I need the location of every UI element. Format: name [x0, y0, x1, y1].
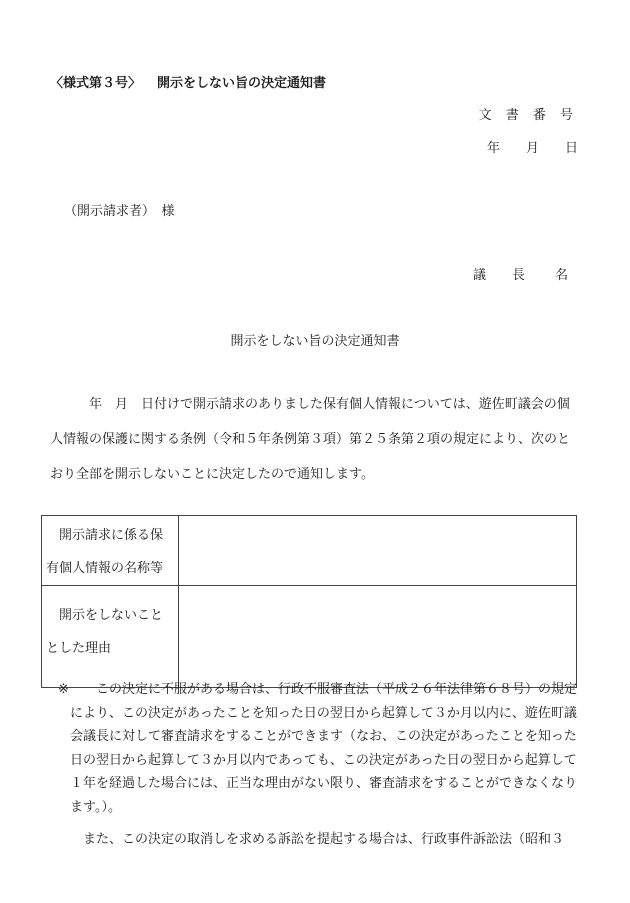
notice-body	[50, 387, 580, 492]
info-name-value	[179, 516, 577, 586]
reason-value	[179, 586, 577, 688]
table-row	[42, 516, 577, 586]
info-name-label: 開示請求に係る保 有個人情報の名称等	[42, 516, 179, 586]
form-name: 開示をしない旨の決定通知書	[157, 76, 327, 91]
date-day: 日	[564, 141, 578, 156]
date-year: 年	[486, 141, 500, 156]
chair-part1: 議	[472, 268, 486, 283]
chair-part2: 長	[511, 268, 525, 283]
notice-body-text: 年 月 日付けで開示請求のありました保有個人情報については、遊佐町議会の個人情報の保護に関する条例（令和５年条例第３項）第２５条第２項の規定により、次のとおり全部を開示しないことに決定したので通知します。	[50, 397, 571, 482]
notice-title: 開示をしない旨の決定通知書	[230, 334, 400, 349]
date-month: 月	[525, 141, 539, 156]
table-row	[42, 586, 577, 688]
lawsuit-note: また、この決定の取消しを求める訴訟を提起する場合は、行政事件訴訟法（昭和３	[83, 832, 565, 847]
date-line	[487, 137, 578, 156]
note-text: この決定に不服がある場合は、行政不服審査法（平成２６年法律第６８号）の規定により、この決定があったことを知った日の翌日から起算して３か月以内に、遊佐町議会議長に対して審査請求をすることができます（なお、この決定があったことを知った日の翌日から起算して３か月以内であっても、この決定があった日の翌日から起算して１年を経過した場合には、正当な理由がない限り、審査請求をすることができなくなります。）。	[70, 682, 578, 815]
form-number: 〈様式第３号〉	[50, 76, 142, 91]
reason-label: 開示をしないこと とした理由	[42, 586, 179, 688]
document-number-label: 文 書 番 号	[478, 108, 578, 123]
chairperson-name	[473, 264, 568, 283]
note-mark: ※	[58, 682, 69, 697]
form-header	[50, 72, 326, 91]
decision-table	[41, 515, 577, 688]
requester-label: （開示請求者） 様	[64, 204, 175, 219]
appeal-note	[58, 678, 580, 819]
chair-part3: 名	[554, 268, 568, 283]
